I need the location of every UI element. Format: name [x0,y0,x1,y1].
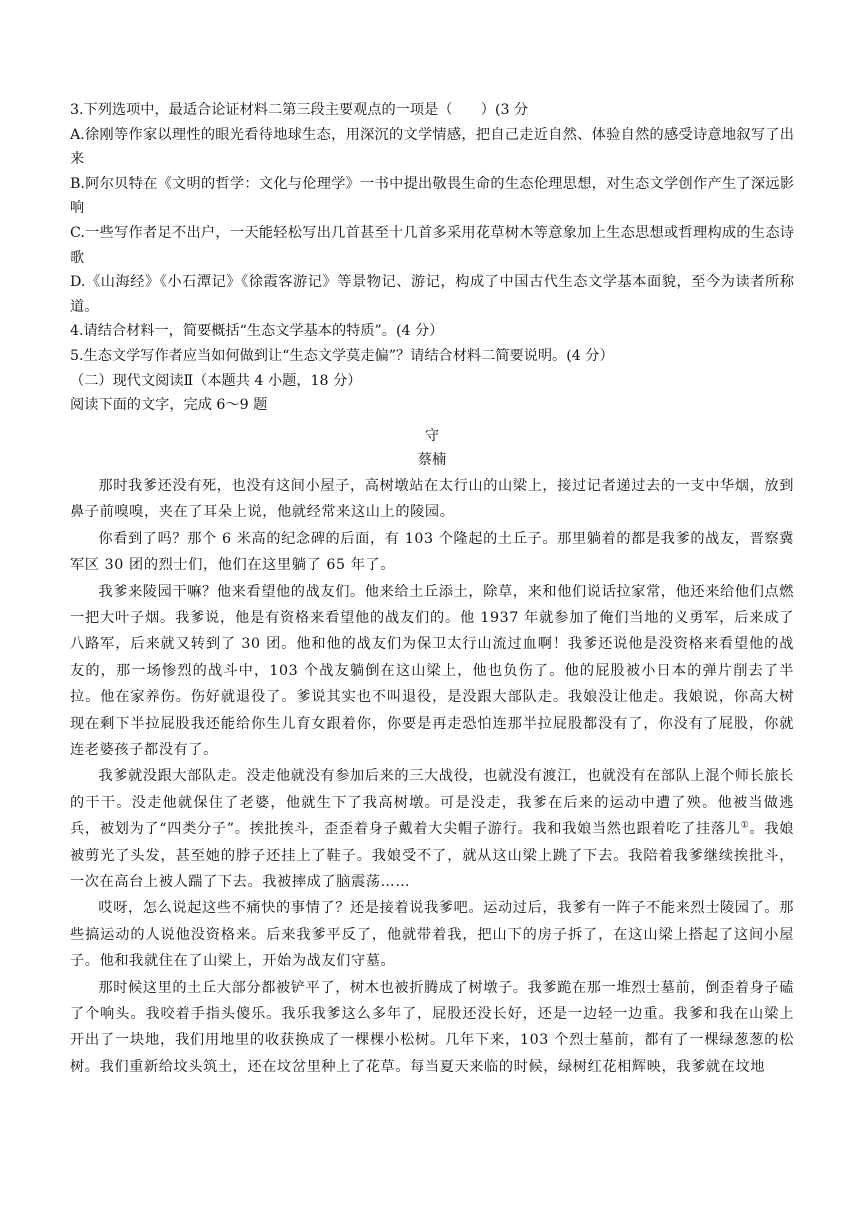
story-author: 蔡楠 [417,452,447,469]
story-title: 守 [424,427,440,444]
story-paragraph: 那时我爹还没有死，也没有这间小屋子，高树墩站在太行山的山梁上，接过记者递过去的一支中华烟，放到鼻子前嗅嗅，夹在了耳朵上说，他就经常来这山上的陵园。 [70,477,794,521]
exam-page [70,98,794,1080]
question-3-option-d: D.《山海经》《小石潭记》《徐霞客游记》等景物记、游记，构成了中国古代生态文学基本面貌，至今为读者所称道。 [70,274,794,315]
story-paragraph: 那时候这里的土丘大部分都被铲平了，树木也被折腾成了树墩子。我爹跪在那一堆烈士墓前，倒歪着身子磕了个响头。我咬着手指头傻乐。我乐我爹这么多年了，屁股还没长好，还是一边轻一边重。我爹和我在山梁上开出了一块地，我们用地里的收获换成了一棵棵小松树。几年下来，103 个烈士墓前，都有了一棵绿葱葱的松树。我们重新给坟头筑土，还在坟岔里种上了花草。每当夏天来临的时候，绿树红花相辉映，我爹就在坟地 [70,979,794,1075]
section-heading: （二）现代文阅读Ⅱ（本题共 4 小题，18 分） [70,372,362,389]
question-3-option-a: A.徐刚等作家以理性的眼光看待地球生态，用深沉的文学情感，把自己走近自然、体验自然的感受诗意地叙写了出来 [70,126,794,168]
question-3-option-c: C.一些写作者足不出户，一天能轻松写出几首甚至十几首多采用花草树木等意象加上生态思想或哲理构成的生态诗歌 [70,224,794,266]
story-paragraph: 我爹来陵园干嘛？他来看望他的战友们。他来给土丘添土，除草，来和他们说话拉家常，他还来给他们点燃一把大叶子烟。我爹说，他是有资格来看望他的战友们的。他 1937 年就参加了俺们当地的义勇军，后来成了八路军，后来就又转到了 30 团。他和他的战友们为保卫太行山流过血啊！我爹还说他是没资格来看望他的战友的，那一场惨烈的战斗中，103 个战友躺倒在这山梁上，他也负伤了。他的屁股被小日本的弹片削去了半拉。他在家养伤。伤好就退役了。爹说其实也不叫退役，是没跟大部队走。我娘没让他走。我娘说，你高大树现在剩下半拉屁股我还能给你生儿育女跟着你，你要是再走恐怕连那半拉屁股都没有了，你没有了屁股，你就连老婆孩子都没有了。 [70,583,794,758]
footnote-marker: ① [740,820,750,831]
story-paragraph: 哎呀，怎么说起这些不痛快的事情了？还是接着说我爹吧。运动过后，我爹有一阵子不能来烈士陵园了。那些搞运动的人说他没资格来。后来我爹平反了，他就带着我，把山下的房子拆了，在这山梁上搭起了这间小屋子。他和我就住在了山梁上，开始为战友们守墓。 [70,900,794,970]
question-3-option-b: B.阿尔贝特在《文明的哲学：文化与伦理学》一书中提出敬畏生命的生态伦理思想，对生态文学创作产生了深远影响 [70,175,794,217]
story-paragraph-text: 我爹就没跟大部队走。没走他就没有参加后来的三大战役，也就没有渡江，也就没有在部队上混个师长旅长的干干。没走他就保住了老婆，他就生下了我高树墩。可是没走，我爹在后来的运动中遭了殃。他被当做逃兵，被划为了“四类分子”。挨批挨斗，歪歪着身子戴着大尖帽子游行。我和我娘当然也跟着吃了挂落儿 [70,768,794,838]
story-paragraph-text: 。我娘被剪光了头发，甚至她的脖子还挂上了鞋子。我娘受不了，就从这山梁上跳了下去。我陪着我爹继续挨批斗，一次在高台上被人踹了下去。我被摔成了脑震荡…… [70,821,794,890]
question-5: 5.生态文学写作者应当如何做到让“生态文学莫走偏”？请结合材料二简要说明。(4 分） [70,347,614,364]
story-paragraph [70,763,794,895]
section-instruction: 阅读下面的文字，完成 6～9 题 [70,397,268,414]
question-3: 3.下列选项中，最适合论证材料二第三段主要观点的一项是（ ）(3 分 [70,102,529,118]
question-4: 4.请结合材料一，简要概括“生态文学基本的特质”。(4 分） [70,323,444,340]
story-paragraph: 你看到了吗？那个 6 米高的纪念碑的后面，有 103 个隆起的土丘子。那里躺着的都是我爹的战友，晋察冀军区 30 团的烈士们，他们在这里躺了 65 年了。 [70,530,794,574]
